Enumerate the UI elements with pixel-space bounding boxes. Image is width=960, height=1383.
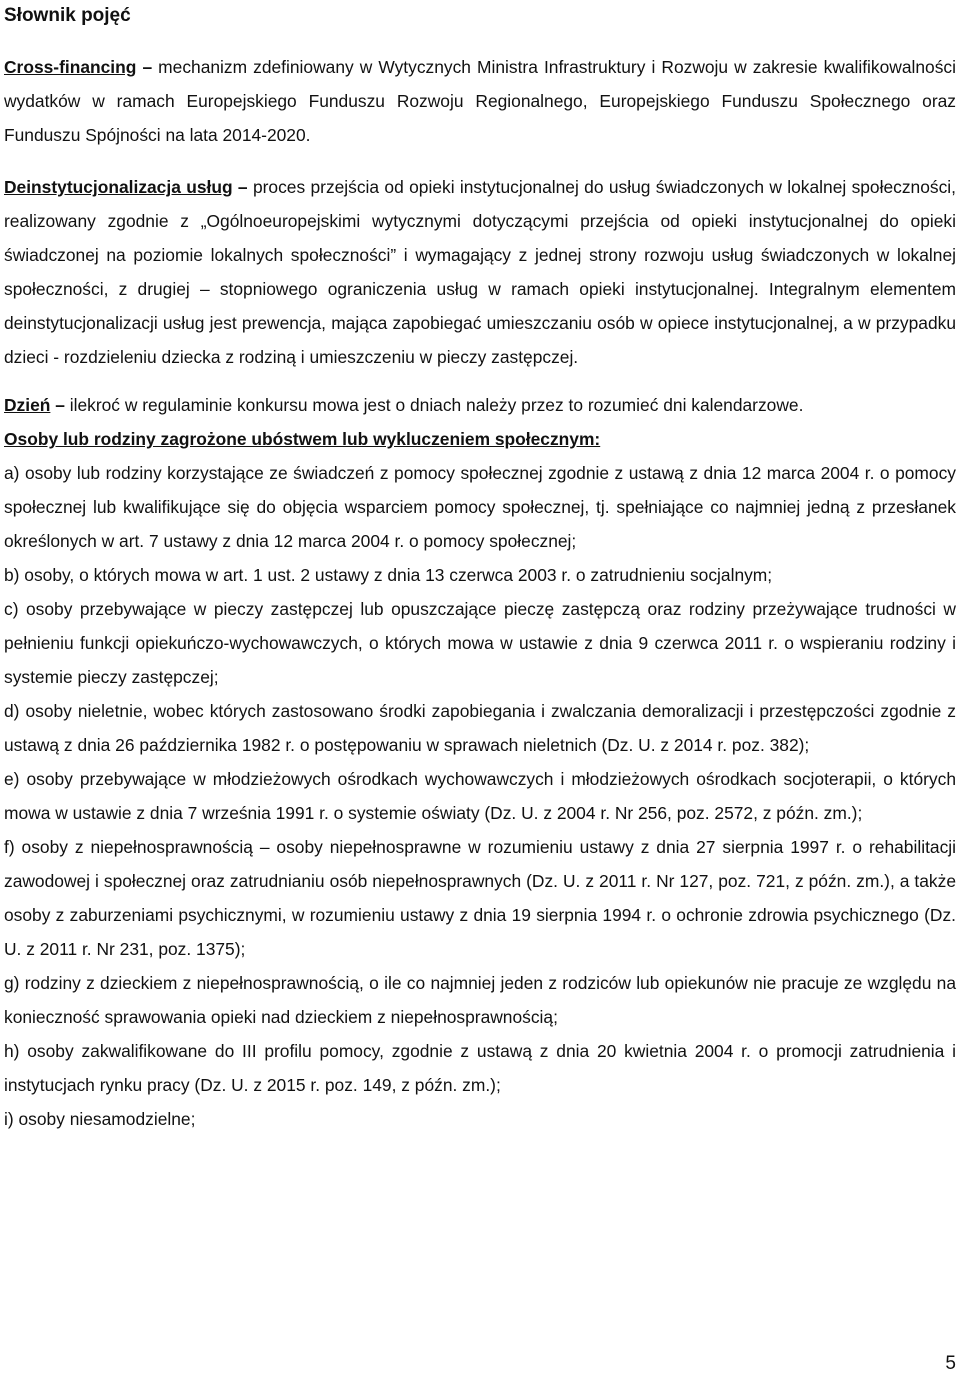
- glossary-term: Dzień: [4, 395, 51, 415]
- list-item: a) osoby lub rodziny korzystające ze świadczeń z pomocy społecznej zgodnie z ustawą z dnia 12 marca 2004 r. o pomocy społecznej lub kwalifikujące się do objęcia wsparciem pomocy społecznej, tj. spełniające co najmniej jedną z przesłanek określonych w art. 7 ustawy z dnia 12 marca 2004 r. o pomocy społecznej;: [4, 463, 956, 551]
- list-item: e) osoby przebywające w młodzieżowych ośrodkach wychowawczych i młodzieżowych ośrodkach socjoterapii, o których mowa w ustawie z dnia 7 września 1991 r. o systemie oświaty (Dz. U. z 2004 r. Nr 256, poz. 2572, z późn. zm.);: [4, 769, 956, 823]
- list-item: f) osoby z niepełnosprawnością – osoby niepełnosprawne w rozumieniu ustawy z dnia 27 sierpnia 1997 r. o rehabilitacji zawodowej i społecznej oraz zatrudnianiu osób niepełnosprawnych (Dz. U. z 2011 r. Nr 127, poz. 721, z późn. zm.), a także osoby z zaburzeniami psychicznymi, w rozumieniu ustawy z dnia 19 sierpnia 1994 r. o ochronie zdrowia psychicznego (Dz. U. z 2011 r. Nr 231, poz. 1375);: [4, 837, 956, 959]
- glossary-definition: ilekroć w regulaminie konkursu mowa jest o dniach należy przez to rozumieć dni kalendarzowe.: [69, 395, 804, 415]
- glossary-entry-deinstytucjonalizacja: [4, 170, 956, 374]
- term-dash: –: [142, 57, 153, 77]
- term-dash: –: [55, 395, 65, 415]
- term-dash: –: [237, 177, 248, 197]
- glossary-term: Cross-financing: [4, 57, 137, 77]
- glossary-term: Osoby lub rodziny zagrożone ubóstwem lub wykluczeniem społecznym:: [4, 429, 601, 449]
- list-item: b) osoby, o których mowa w art. 1 ust. 2 ustawy z dnia 13 czerwca 2003 r. o zatrudnieniu socjalnym;: [4, 565, 773, 585]
- glossary-entry-osoby-zagrozone: [4, 422, 956, 456]
- list-item: d) osoby nieletnie, wobec których zastosowano środki zapobiegania i zwalczania demoralizacji i przestępczości zgodnie z ustawą z dnia 26 października 1982 r. o postępowaniu w sprawach nieletnich (Dz. U. z 2014 r. poz. 382);: [4, 701, 956, 755]
- list-item: c) osoby przebywające w pieczy zastępczej lub opuszczające pieczę zastępczą oraz rodziny przeżywające trudności w pełnieniu funkcji opiekuńczo-wychowawczych, o których mowa w ustawie z dnia 9 czerwca 2011 r. o wspieraniu rodziny i systemie pieczy zastępczej;: [4, 599, 956, 687]
- glossary-entry-cross-financing: [4, 50, 956, 152]
- document-page: [4, 0, 956, 1136]
- definition-list: [4, 456, 956, 1136]
- glossary-definition: proces przejścia od opieki instytucjonalnej do usług świadczonych w lokalnej społeczności, realizowany zgodnie z „Ogólnoeuropejskimi wytycznymi dotyczącymi przejścia od opieki instytucjonalnej do opieki świadczonej na poziomie lokalnych społeczności” i wymagający z jednej strony rozwoju usług świadczonych w lokalnej społeczności, z drugiej – stopniowego ograniczenia usług w ramach opieki instytucjonalnej. Integralnym elementem deinstytucjonalizacji usług jest prewencja, mająca zapobiegać umieszczaniu osób w opiece instytucjonalnej, a w przypadku dzieci - rozdzieleniu dziecka z rodziną i umieszczeniu w pieczy zastępczej.: [4, 177, 956, 367]
- list-item: g) rodziny z dzieckiem z niepełnosprawnością, o ile co najmniej jeden z rodziców lub opiekunów nie pracuje ze względu na konieczność sprawowania opieki nad dzieckiem z niepełnosprawnością;: [4, 973, 956, 1027]
- glossary-term: Deinstytucjonalizacja usług: [4, 177, 233, 197]
- glossary-definition: mechanizm zdefiniowany w Wytycznych Ministra Infrastruktury i Rozwoju w zakresie kwalifikowalności wydatków w ramach Europejskiego Funduszu Rozwoju Regionalnego, Europejskiego Funduszu Społecznego oraz Funduszu Spójności na lata 2014-2020.: [4, 57, 956, 145]
- list-item: i) osoby niesamodzielne;: [4, 1109, 196, 1129]
- glossary-entry-dzien: [4, 388, 956, 422]
- page-title: Słownik pojęć: [4, 5, 131, 26]
- list-item: h) osoby zakwalifikowane do III profilu pomocy, zgodnie z ustawą z dnia 20 kwietnia 2004 r. o promocji zatrudnienia i instytucjach rynku pracy (Dz. U. z 2015 r. poz. 149, z późn. zm.);: [4, 1041, 956, 1095]
- page-number: 5: [945, 1353, 956, 1374]
